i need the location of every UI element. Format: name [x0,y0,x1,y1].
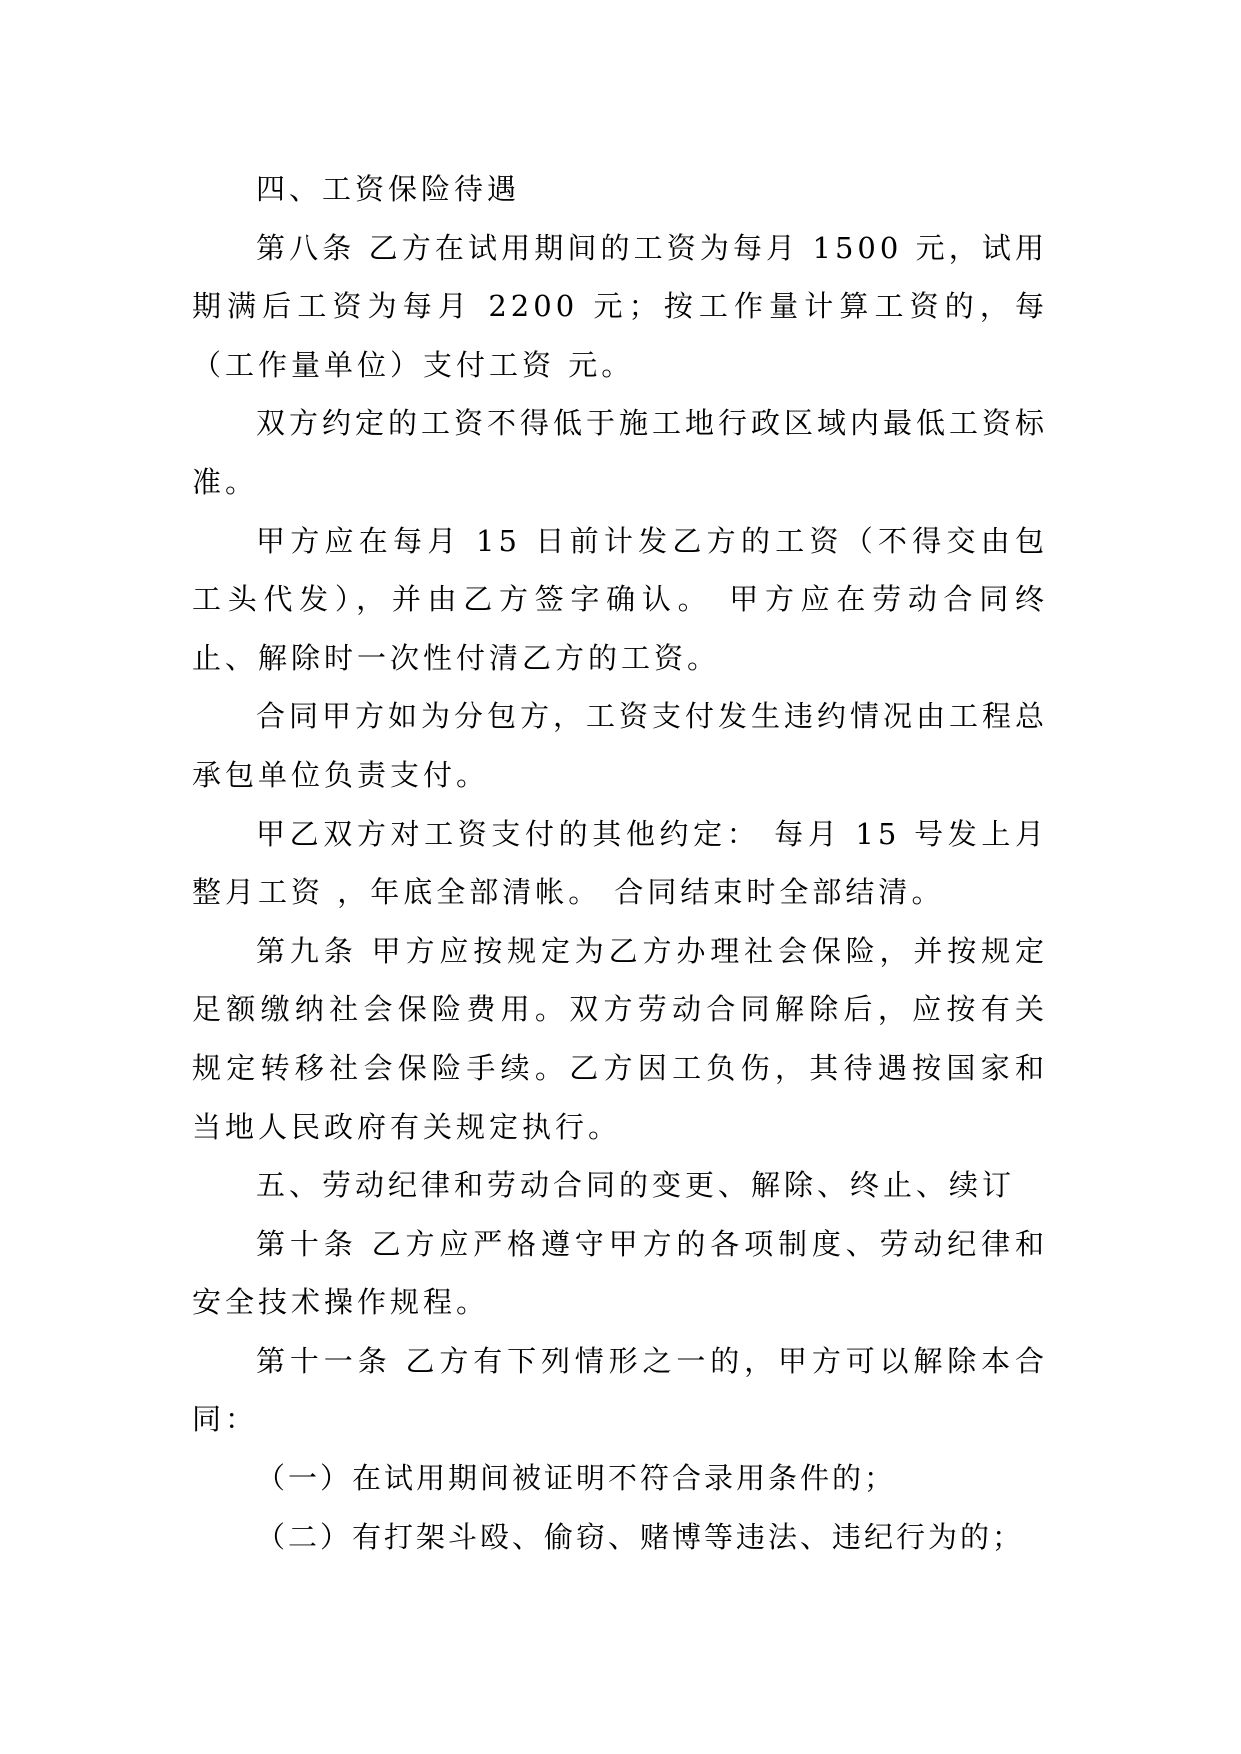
article-11-paragraph: 第十一条 乙方有下列情形之一的，甲方可以解除本合同： [192,1343,1048,1437]
section-heading-wages-insurance: 四、工资保险待遇 [256,172,521,206]
other-agreements-paragraph: 甲乙双方对工资支付的其他约定： 每月 15 号发上月整月工资 ，年底全部清帐。 合同结束时全部结清。 [192,816,1048,910]
article-9-paragraph: 第九条 甲方应按规定为乙方办理社会保险，并按规定足额缴纳社会保险费用。双方劳动合同解除后，应按有关规定转移社会保险手续。乙方因工负伤，其待遇按国家和当地人民政府有关规定执行。 [192,933,1048,1144]
document-body [192,160,1048,1566]
wage-payment-date-paragraph: 甲方应在每月 15 日前计发乙方的工资（不得交由包工头代发），并由乙方签字确认。 甲方应在劳动合同终止、解除时一次性付清乙方的工资。 [192,523,1048,675]
list-item: （一）在试用期间被证明不符合录用条件的； [256,1461,897,1496]
section-heading-discipline: 五、劳动纪律和劳动合同的变更、解除、终止、续订 [256,1168,1016,1203]
article-8-paragraph: 第八条 乙方在试用期间的工资为每月 1500 元，试用期满后工资为每月 2200 元；按工作量计算工资的，每 （工作量单位）支付工资 元。 [192,230,1048,382]
subcontractor-paragraph: 合同甲方如为分包方，工资支付发生违约情况由工程总承包单位负责支付。 [192,699,1049,792]
list-item: （二）有打架斗殴、偷窃、赌博等违法、违纪行为的； [256,1519,1025,1554]
minimum-wage-paragraph: 双方约定的工资不得低于施工地行政区域内最低工资标准。 [192,406,1049,499]
article-10-paragraph: 第十条 乙方应严格遵守甲方的各项制度、劳动纪律和安全技术操作规程。 [192,1226,1048,1320]
